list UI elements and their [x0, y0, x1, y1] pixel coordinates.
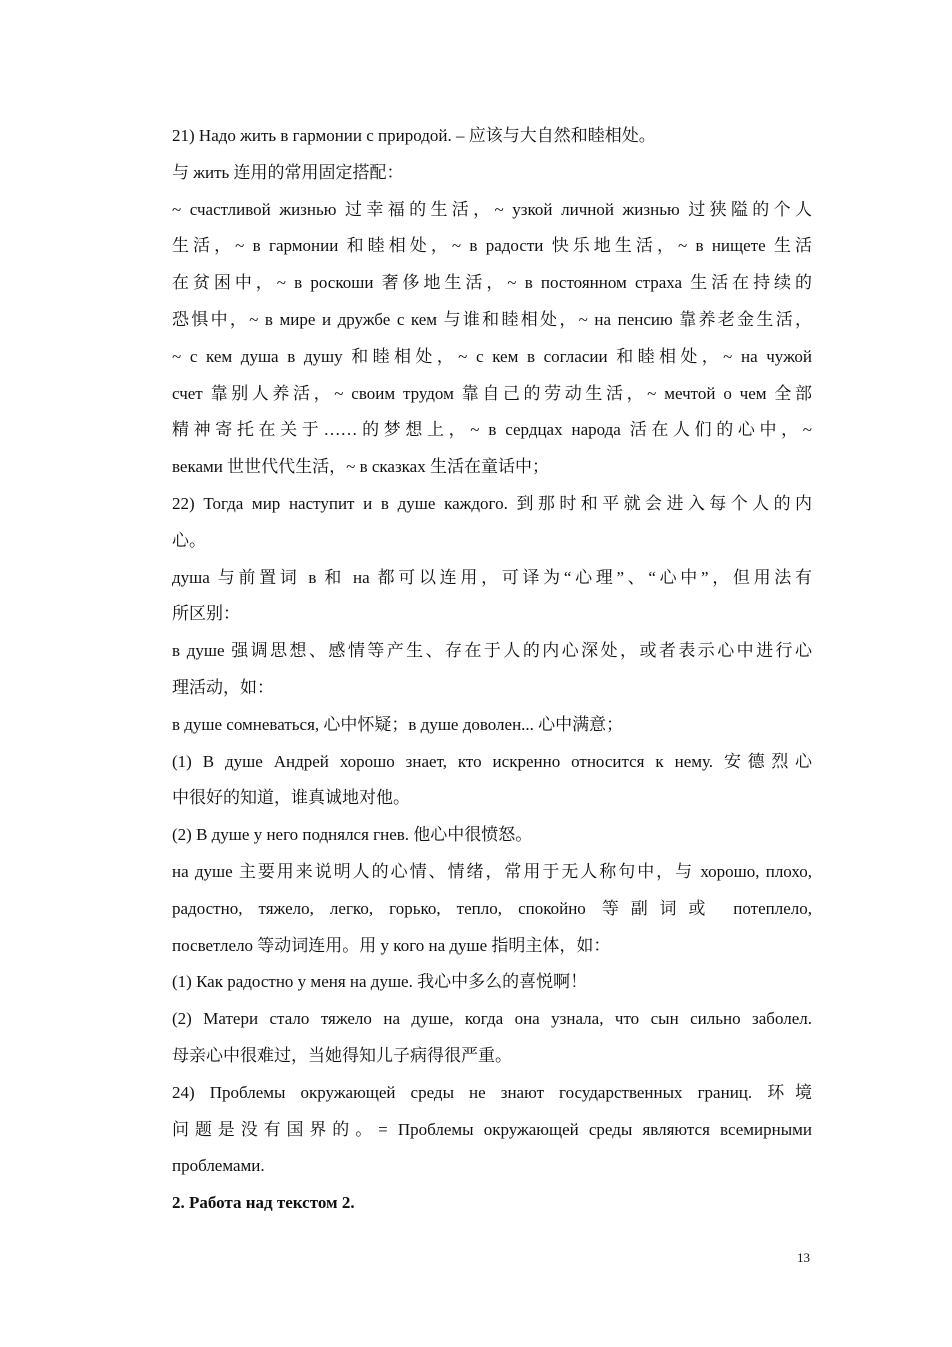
text-line: (2) Матери стало тяжело на душе, когда она узнала, что сын сильно заболел.	[172, 1009, 812, 1029]
text-line: 24) Проблемы окружающей среды не знают государственных границ. 环境	[172, 1082, 812, 1102]
text-line: в душе 强调思想、感情等产生、存在于人的内心深处，或者表示心中进行心	[172, 641, 812, 661]
text-line: счет 靠别人养活，~ своим трудом 靠自己的劳动生活，~ мечтой о чем 全部	[172, 383, 812, 403]
text-line: 21) Надо жить в гармонии с природой. – 应该与大自然和睦相处。	[172, 126, 656, 145]
text-line: 心。	[172, 530, 206, 550]
text-line: (1) В душе Андрей хорошо знает, кто искренно относится к нему. 安德烈心	[172, 751, 812, 771]
text-line: 所区别：	[172, 604, 240, 624]
text-line: веками 世世代代生活，~ в сказках 生活在童话中；	[172, 457, 549, 477]
text-line: радостно, тяжело, легко, горько, тепло, спокойно 等副词或 потеплело,	[172, 898, 812, 918]
text-line: душа 与前置词 в 和 на 都可以连用，可译为“心理”、“心中”，但用法有	[172, 567, 812, 587]
text-line: 22) Тогда мир наступит и в душе каждого. 到那时和平就会进入每个人的内	[172, 493, 812, 513]
text-line: проблемами.	[172, 1156, 265, 1176]
text-line: 在贫困中，~ в роскоши 奢侈地生活，~ в постоянном страха 生活在持续的	[172, 273, 812, 293]
text-line: 恐惧中，~ в мире и дружбе с кем 与谁和睦相处，~ на пенсию 靠养老金生活，	[172, 309, 812, 329]
text-line: (1) Как радостно у меня на душе. 我心中多么的喜悦啊！	[172, 972, 588, 992]
text-line: ~ счастливой жизнью 过幸福的生活，~ узкой личной жизнью 过狭隘的个人	[172, 199, 812, 219]
text-line: (2) В душе у него поднялся гнев. 他心中很愤怒。	[172, 825, 533, 845]
text-line: ~ с кем душа в душу 和睦相处，~ с кем в согласии 和睦相处，~ на чужой	[172, 346, 812, 366]
text-line: 母亲心中很难过，当她得知儿子病得很严重。	[172, 1045, 512, 1065]
text-line: 理活动，如：	[172, 677, 274, 697]
text-line: на душе 主要用来说明人的心情、情绪，常用于无人称句中，与 хорошо, плохо,	[172, 861, 812, 881]
text-line: в душе сомневаться, 心中怀疑；в душе доволен... 心中满意；	[172, 714, 624, 734]
text-line: 中很好的知道，谁真诚地对他。	[172, 788, 410, 808]
text-line: 生活，~ в гармонии 和睦相处，~ в радости 快乐地生活，~ в нищете 生活	[172, 236, 812, 256]
section-heading: 2. Работа над текстом 2.	[172, 1193, 355, 1213]
text-line: 问题是没有国界的。= Проблемы окружающей среды являются всемирными	[172, 1119, 812, 1139]
text-line: 精神寄托在关于……的梦想上，~ в сердцах народа 活在人们的心中，~	[172, 420, 812, 440]
text-line: посветлело 等动词连用。用 у кого на душе 指明主体，如：	[172, 935, 611, 955]
text-line: 与 жить 连用的常用固定搭配：	[172, 162, 404, 182]
page-number: 13	[797, 1250, 810, 1265]
text-body	[172, 118, 812, 1222]
